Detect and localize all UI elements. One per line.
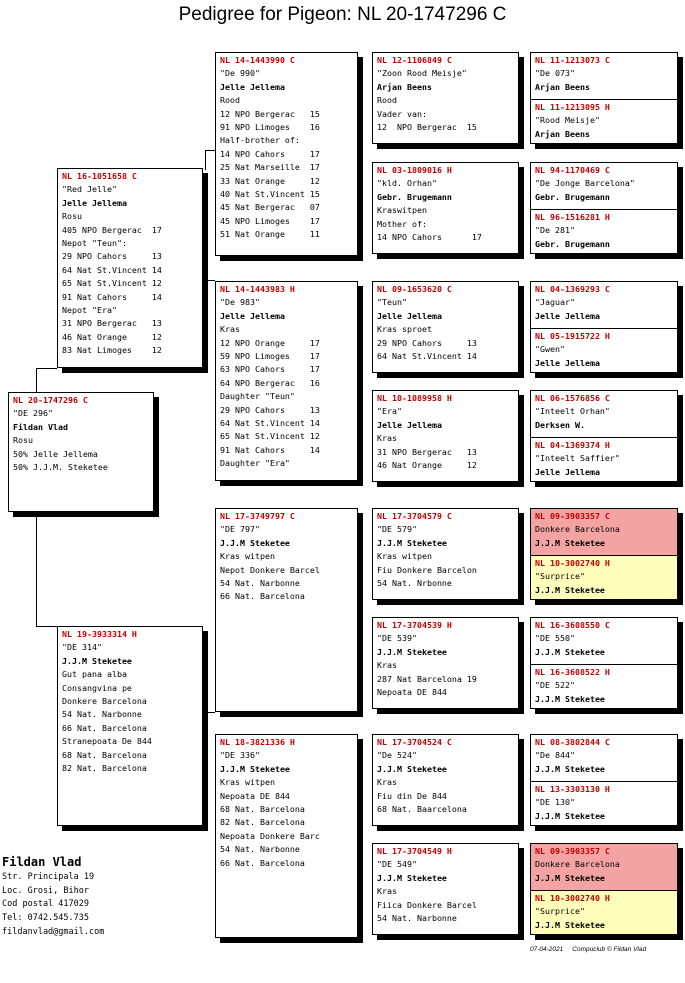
grandparent-breeder: J.J.M Steketee (220, 537, 290, 548)
great-grandparent-info-line: Fiu din De 844 (377, 790, 447, 801)
dam-info-line: 68 Nat. Barcelona (62, 749, 147, 760)
ancestor-female-pigeon-name: "Inteelt Saffier" (535, 453, 620, 464)
sire-ring-number: NL 16-1051658 C (62, 171, 137, 181)
owner-address: Str. Principala 19 (2, 872, 95, 882)
ancestor-female-breeder: J.J.M Steketee (535, 919, 605, 930)
ancestor-female-ring-number: NL 10-3002740 H (535, 893, 610, 903)
ancestor-female-ring-number: NL 05-1915722 H (535, 331, 610, 341)
ancestor-female-pigeon-name: "Surprice" (535, 571, 585, 582)
grandparent-ring-number: NL 14-1443990 C (220, 55, 295, 65)
great-grandparent-pigeon-name: "DE 539" (377, 633, 417, 644)
ancestor-male-ring-number: NL 94-1170469 C (535, 165, 610, 175)
ancestor-male-ring-number: NL 09-3903357 C (535, 846, 610, 856)
owner-name: Fildan Vlad (2, 855, 82, 869)
ancestor-female-breeder: Gebr. Brugemann (535, 238, 610, 249)
connector-line (205, 150, 206, 170)
ancestor-female-pigeon-name: "DE 130" (535, 797, 575, 808)
dam-info-line: Donkere Barcelona (62, 696, 147, 707)
subject-info-line: "DE 296" (13, 408, 53, 419)
great-grandparent-info-line: Vader van: (377, 108, 427, 119)
connector-line (360, 140, 361, 162)
grandparent-breeder: J.J.M Steketee (220, 763, 290, 774)
ancestor-pair-card[interactable] (530, 281, 678, 373)
ancestor-female-pigeon-name: "Rood Meisje" (535, 115, 600, 126)
great-grandparent-card[interactable] (372, 52, 519, 144)
dam-info-line: 66 Nat. Barcelona (62, 722, 147, 733)
subject-info-line: Rosu (13, 435, 33, 446)
great-grandparent-breeder: J.J.M Steketee (377, 646, 447, 657)
grandparent-breeder: Jelle Jellema (220, 81, 285, 92)
ancestor-female[interactable] (535, 665, 673, 706)
grandparent-info-line: 51 Nat Orange 11 (220, 229, 320, 240)
great-grandparent-info-line: Kras witpen (377, 551, 432, 562)
sire-breeder: Jelle Jellema (62, 197, 127, 208)
grandparent-info-line: 64 Nat St.Vincent 14 (220, 418, 320, 429)
ancestor-male-pigeon-name: "De Jonge Barcelona" (535, 178, 635, 189)
ancestor-male-pigeon-name: "De 844" (535, 750, 575, 761)
grandparent-ring-number: NL 14-1443983 H (220, 284, 295, 294)
sire-info-line: 91 Nat Cahors 14 (62, 291, 162, 302)
great-grandparent-breeder: Jelle Jellema (377, 419, 442, 430)
great-grandparent-ring-number: NL 09-1653620 C (377, 284, 452, 294)
ancestor-female-ring-number: NL 16-3608522 H (535, 667, 610, 677)
great-grandparent-card[interactable] (372, 843, 519, 935)
great-grandparent-pigeon-name: "Teun" (377, 297, 407, 308)
great-grandparent-info-line: Mother of: (377, 218, 427, 229)
ancestor-female-ring-number: NL 04-1369374 H (535, 440, 610, 450)
footer-date: 07-04-2021 (530, 946, 564, 953)
connector-line (205, 712, 215, 713)
great-grandparent-breeder: Arjan Beens (377, 81, 432, 92)
great-grandparent-pigeon-name: "kld. Orhan" (377, 178, 437, 189)
connector-line (360, 370, 361, 390)
grandparent-info-line: Half-brother of: (220, 135, 300, 146)
grandparent-pigeon-name: "De 990" (220, 68, 260, 79)
great-grandparent-ring-number: NL 03-1809016 H (377, 165, 452, 175)
grandparent-info-line: Kras witpen (220, 551, 275, 562)
great-grandparent-info-line: Kras (377, 886, 397, 897)
ancestor-male[interactable] (535, 391, 673, 432)
ancestor-female-breeder: J.J.M Steketee (535, 584, 605, 595)
ancestor-pair-card[interactable] (530, 162, 678, 254)
owner-email: fildanvlad@gmail.com (2, 926, 105, 937)
great-grandparent-info-line: Kraswitpen (377, 205, 427, 216)
great-grandparent-info-line: Nepoata DE 844 (377, 687, 447, 698)
ancestor-male[interactable] (535, 844, 673, 885)
great-grandparent-info-line: 54 Nat. Nrbonne (377, 578, 452, 589)
ancestor-female[interactable] (535, 438, 673, 479)
ancestor-female-pigeon-name: "Gwen" (535, 344, 565, 355)
ancestor-male[interactable] (535, 618, 673, 659)
great-grandparent-info-line: 287 Nat Barcelona 19 (377, 673, 477, 684)
grandparent-info-line: Nepoata DE 844 (220, 790, 290, 801)
connector-line (205, 150, 215, 151)
owner-phone: Tel: 0742.545.735 (2, 913, 89, 924)
owner-postal-code: Cod postal 417029 (2, 899, 89, 910)
ancestor-male[interactable] (535, 53, 673, 94)
ancestor-male-ring-number: NL 11-1213073 C (535, 55, 610, 65)
ancestor-male-pigeon-name: Donkere Barcelona (535, 524, 620, 535)
great-grandparent-info-line: 12 NPO Bergerac 15 (377, 122, 477, 133)
connector-line (36, 512, 37, 626)
grandparent-info-line: 45 NPO Limoges 17 (220, 215, 320, 226)
great-grandparent-card[interactable] (372, 162, 519, 254)
great-grandparent-card[interactable] (372, 734, 519, 826)
great-grandparent-ring-number: NL 17-3704549 H (377, 846, 452, 856)
great-grandparent-info-line: Fiu Donkere Barcelon (377, 564, 477, 575)
ancestor-female-ring-number: NL 13-3303130 H (535, 784, 610, 794)
grandparent-info-line: Rood (220, 95, 240, 106)
footer-credit: Compuclub © Fildan Vlad (572, 946, 647, 953)
great-grandparent-info-line: 14 NPO Cahors 17 (377, 232, 482, 243)
great-grandparent-ring-number: NL 17-3704524 C (377, 737, 452, 747)
connector-line (205, 280, 206, 300)
ancestor-male[interactable] (535, 282, 673, 323)
ancestor-male[interactable] (535, 509, 673, 550)
ancestor-male-pigeon-name: "Jaguar" (535, 297, 575, 308)
great-grandparent-info-line: 46 Nat Orange 12 (377, 460, 477, 471)
grandparent-info-line: Kras (220, 324, 240, 335)
sire-info-line: 65 Nat St.Vincent 12 (62, 278, 162, 289)
grandparent-info-line: Kras witpen (220, 777, 275, 788)
ancestor-male-ring-number: NL 16-3608550 C (535, 620, 610, 630)
ancestor-female-pigeon-name: "Surprice" (535, 906, 585, 917)
subject-info-line: 50% J.J.M. Steketee (13, 462, 108, 473)
grandparent-info-line: Daughter "Era" (220, 458, 290, 469)
dam-info-line: Stranepoata De 844 (62, 736, 152, 747)
grandparent-info-line: 12 NPO Bergerac 15 (220, 108, 320, 119)
grandparent-info-line: 91 NPO Limoges 16 (220, 122, 320, 133)
ancestor-female-breeder: Arjan Beens (535, 128, 590, 139)
sire-info-line: 83 Nat Limoges 12 (62, 345, 162, 356)
great-grandparent-ring-number: NL 17-3704579 C (377, 511, 452, 521)
grandparent-card[interactable] (215, 281, 358, 481)
ancestor-male-breeder: Arjan Beens (535, 81, 590, 92)
ancestor-female[interactable] (535, 329, 673, 370)
connector-line (36, 626, 57, 627)
subject-ring-number: NL 20-1747296 C (13, 395, 88, 405)
owner-locality: Loc. Grosi, Bihor (2, 885, 89, 896)
ancestor-male-ring-number: NL 06-1576856 C (535, 393, 610, 403)
connector-line (360, 596, 361, 617)
ancestor-male-breeder: J.J.M Steketee (535, 872, 605, 883)
great-grandparent-pigeon-name: "DE 579" (377, 524, 417, 535)
ancestor-male-breeder: Jelle Jellema (535, 310, 600, 321)
great-grandparent-info-line: Kras (377, 777, 397, 788)
sire-info-line: 64 Nat St.Vincent 14 (62, 264, 162, 275)
ancestor-male-pigeon-name: "Inteelt Orhan" (535, 406, 610, 417)
ancestor-female[interactable] (535, 891, 673, 932)
grandparent-info-line: 63 NPO Cahors 17 (220, 364, 320, 375)
great-grandparent-info-line: 31 NPO Bergerac 13 (377, 446, 477, 457)
ancestor-female-breeder: Jelle Jellema (535, 357, 600, 368)
grandparent-card[interactable] (215, 734, 358, 938)
grandparent-pigeon-name: "De 983" (220, 297, 260, 308)
ancestor-female[interactable] (535, 782, 673, 823)
ancestor-male-breeder: Derksen W. (535, 419, 585, 430)
owner-info (2, 853, 104, 940)
ancestor-male-ring-number: NL 08-3802844 C (535, 737, 610, 747)
grandparent-info-line: 65 Nat St.Vincent 12 (220, 431, 320, 442)
grandparent-info-line: 64 NPO Bergerac 16 (220, 377, 320, 388)
great-grandparent-info-line: Fiica Donkere Barcel (377, 899, 477, 910)
ancestor-female[interactable] (535, 556, 673, 597)
great-grandparent-info-line: Rood (377, 95, 397, 106)
great-grandparent-card[interactable] (372, 281, 519, 373)
footer (530, 946, 646, 953)
ancestor-female[interactable] (535, 100, 673, 141)
ancestor-male-ring-number: NL 09-3903357 C (535, 511, 610, 521)
ancestor-female-breeder: J.J.M Steketee (535, 693, 605, 704)
great-grandparent-pigeon-name: "DE 549" (377, 859, 417, 870)
grandparent-info-line: 14 NPO Cahors 17 (220, 148, 320, 159)
great-grandparent-info-line: 68 Nat. Baarcelona (377, 804, 467, 815)
great-grandparent-info-line: 54 Nat. Narbonne (377, 913, 457, 924)
sire-info-line: 46 Nat Orange 12 (62, 331, 162, 342)
ancestor-pair-card[interactable] (530, 734, 678, 826)
page-title: Pedigree for Pigeon: NL 20-1747296 C (178, 4, 507, 25)
ancestor-male-pigeon-name: "DE 550" (535, 633, 575, 644)
ancestor-male-breeder: J.J.M Steketee (535, 537, 605, 548)
sire-info-line: Nepot "Era" (62, 305, 117, 316)
great-grandparent-info-line: Kras (377, 433, 397, 444)
connector-line (360, 822, 361, 843)
dam-breeder: J.J.M Steketee (62, 655, 132, 666)
grandparent-card[interactable] (215, 52, 358, 256)
sire-card[interactable] (57, 168, 203, 368)
great-grandparent-card[interactable] (372, 508, 519, 600)
grandparent-ring-number: NL 18-3821336 H (220, 737, 295, 747)
great-grandparent-breeder: J.J.M Steketee (377, 537, 447, 548)
ancestor-pair-card[interactable] (530, 52, 678, 144)
ancestor-male-pigeon-name: Donkere Barcelona (535, 859, 620, 870)
sire-pigeon-name: "Red Jelle" (62, 184, 117, 195)
ancestor-male[interactable] (535, 735, 673, 776)
subject-card[interactable] (8, 392, 154, 512)
grandparent-info-line: 59 NPO Limoges 17 (220, 351, 320, 362)
great-grandparent-ring-number: NL 10-1089958 H (377, 393, 452, 403)
ancestor-female-ring-number: NL 10-3002740 H (535, 558, 610, 568)
ancestor-female-pigeon-name: "De 281" (535, 225, 575, 236)
grandparent-info-line: Nepot Donkere Barcel (220, 564, 320, 575)
sire-info-line: Rosu (62, 211, 82, 222)
great-grandparent-card[interactable] (372, 390, 519, 482)
great-grandparent-info-line: Kras sproet (377, 324, 432, 335)
great-grandparent-ring-number: NL 12-1106849 C (377, 55, 452, 65)
ancestor-female[interactable] (535, 210, 673, 251)
great-grandparent-info-line: Kras (377, 660, 397, 671)
dam-card[interactable] (57, 626, 203, 826)
grandparent-info-line: 66 Nat. Barcelona (220, 857, 305, 868)
ancestor-pair-card[interactable] (530, 617, 678, 709)
grandparent-info-line: 25 Nat Marseille 17 (220, 162, 320, 173)
ancestor-male-breeder: Gebr. Brugemann (535, 191, 610, 202)
subject-info-line: Fildan Vlad (13, 421, 68, 432)
dam-info-line: Gut pana alba (62, 669, 127, 680)
ancestor-pair-card[interactable] (530, 843, 678, 935)
great-grandparent-pigeon-name: "Zoon Rood Meisje" (377, 68, 467, 79)
dam-info-line: 82 Nat. Barcelona (62, 763, 147, 774)
connector-line (36, 368, 37, 392)
ancestor-pair-card[interactable] (530, 508, 678, 600)
great-grandparent-info-line: 64 Nat St.Vincent 14 (377, 351, 477, 362)
ancestor-male-breeder: J.J.M Steketee (535, 646, 605, 657)
grandparent-info-line: 91 Nat Cahors 14 (220, 444, 320, 455)
ancestor-female-pigeon-name: "DE 522" (535, 680, 575, 691)
grandparent-info-line: Nepoata Donkere Barc (220, 830, 320, 841)
sire-info-line: 31 NPO Bergerac 13 (62, 318, 162, 329)
great-grandparent-pigeon-name: "Era" (377, 406, 402, 417)
grandparent-info-line: 40 Nat St.Vincent 15 (220, 189, 320, 200)
great-grandparent-breeder: J.J.M Steketee (377, 872, 447, 883)
ancestor-male-pigeon-name: "De 073" (535, 68, 575, 79)
grandparent-pigeon-name: "DE 336" (220, 750, 260, 761)
subject-info-line: 50% Jelle Jellema (13, 448, 98, 459)
ancestor-male[interactable] (535, 163, 673, 204)
great-grandparent-info-line: 29 NPO Cahors 13 (377, 337, 477, 348)
great-grandparent-breeder: Jelle Jellema (377, 310, 442, 321)
grandparent-pigeon-name: "DE 797" (220, 524, 260, 535)
grandparent-info-line: 29 NPO Cahors 13 (220, 404, 320, 415)
grandparent-info-line: 45 Nat Bergerac 07 (220, 202, 320, 213)
connector-line (205, 280, 215, 281)
ancestor-female-breeder: Jelle Jellema (535, 466, 600, 477)
connector-line (36, 368, 57, 369)
grandparent-info-line: Daughter "Teun" (220, 391, 295, 402)
ancestor-female-ring-number: NL 96-1516281 H (535, 212, 610, 222)
connector-line (205, 712, 206, 730)
grandparent-info-line: 54 Nat. Narbonne (220, 844, 300, 855)
ancestor-female-breeder: J.J.M Steketee (535, 810, 605, 821)
dam-pigeon-name: "DE 314" (62, 642, 102, 653)
dam-info-line: 54 Nat. Narbonne (62, 709, 142, 720)
grandparent-info-line: 12 NPO Orange 17 (220, 337, 320, 348)
great-grandparent-card[interactable] (372, 617, 519, 709)
ancestor-male-ring-number: NL 04-1369293 C (535, 284, 610, 294)
ancestor-pair-card[interactable] (530, 390, 678, 482)
grandparent-info-line: 68 Nat. Barcelona (220, 804, 305, 815)
sire-info-line: 29 NPO Cahors 13 (62, 251, 162, 262)
grandparent-info-line: 66 Nat. Barcelona (220, 591, 305, 602)
grandparent-card[interactable] (215, 508, 358, 712)
sire-info-line: Nepot "Teun": (62, 238, 127, 249)
dam-ring-number: NL 19-3933314 H (62, 629, 137, 639)
dam-info-line: Consangvina pe (62, 682, 132, 693)
great-grandparent-breeder: J.J.M Steketee (377, 763, 447, 774)
grandparent-breeder: Jelle Jellema (220, 310, 285, 321)
grandparent-ring-number: NL 17-3749797 C (220, 511, 295, 521)
great-grandparent-ring-number: NL 17-3704539 H (377, 620, 452, 630)
grandparent-info-line: 33 Nat Orange 12 (220, 175, 320, 186)
great-grandparent-pigeon-name: "De 524" (377, 750, 417, 761)
grandparent-info-line: 82 Nat. Barcelona (220, 817, 305, 828)
ancestor-female-ring-number: NL 11-1213095 H (535, 102, 610, 112)
sire-info-line: 405 NPO Bergerac 17 (62, 224, 162, 235)
ancestor-male-breeder: J.J.M Steketee (535, 763, 605, 774)
great-grandparent-breeder: Gebr. Brugemann (377, 191, 452, 202)
grandparent-info-line: 54 Nat. Narbonne (220, 578, 300, 589)
